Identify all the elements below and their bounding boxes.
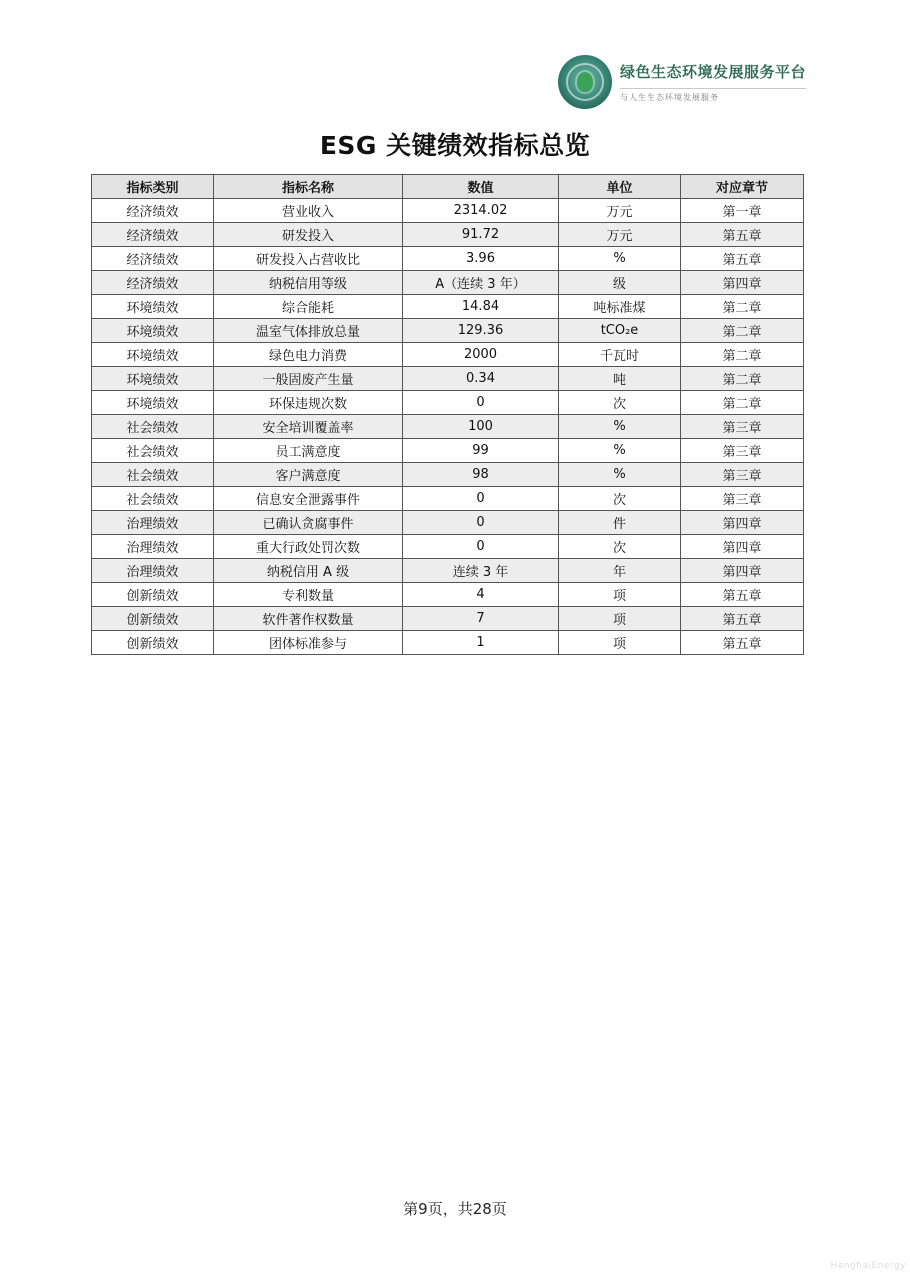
cell-chapter: 第五章 (681, 223, 804, 247)
cell-value: 91.72 (403, 223, 559, 247)
table-row (92, 463, 804, 487)
cell-value: 3.96 (403, 247, 559, 271)
cell-indicator: 研发投入 (214, 223, 403, 247)
cell-indicator: 专利数量 (214, 583, 403, 607)
cell-unit: 万元 (559, 223, 681, 247)
table-row (92, 391, 804, 415)
cell-indicator: 重大行政处罚次数 (214, 535, 403, 559)
table-row (92, 631, 804, 655)
cell-value: 0.34 (403, 367, 559, 391)
cell-chapter: 第二章 (681, 319, 804, 343)
logo-subtitle: 与人生生态环境发展服务 (620, 88, 806, 103)
cell-value: 7 (403, 607, 559, 631)
cell-category: 创新绩效 (92, 583, 214, 607)
table-row (92, 223, 804, 247)
logo-seal-icon (558, 55, 612, 109)
cell-indicator: 软件著作权数量 (214, 607, 403, 631)
cell-indicator: 团体标准参与 (214, 631, 403, 655)
cell-indicator: 营业收入 (214, 199, 403, 223)
cell-value: 0 (403, 391, 559, 415)
table-row (92, 607, 804, 631)
cell-indicator: 纳税信用 A 级 (214, 559, 403, 583)
cell-chapter: 第五章 (681, 583, 804, 607)
cell-category: 经济绩效 (92, 271, 214, 295)
cell-indicator: 客户满意度 (214, 463, 403, 487)
cell-indicator: 员工满意度 (214, 439, 403, 463)
table-row (92, 559, 804, 583)
cell-chapter: 第四章 (681, 511, 804, 535)
cell-unit: 千瓦时 (559, 343, 681, 367)
cell-indicator: 安全培训覆盖率 (214, 415, 403, 439)
table-row (92, 439, 804, 463)
cell-chapter: 第三章 (681, 439, 804, 463)
table-row (92, 343, 804, 367)
cell-indicator: 已确认贪腐事件 (214, 511, 403, 535)
cell-value: 2314.02 (403, 199, 559, 223)
cell-unit: 次 (559, 391, 681, 415)
cell-category: 社会绩效 (92, 487, 214, 511)
cell-category: 经济绩效 (92, 199, 214, 223)
table-row (92, 319, 804, 343)
cell-value: 1 (403, 631, 559, 655)
cell-chapter: 第四章 (681, 271, 804, 295)
cell-chapter: 第一章 (681, 199, 804, 223)
cell-indicator: 综合能耗 (214, 295, 403, 319)
cell-value: 0 (403, 535, 559, 559)
cell-category: 环境绩效 (92, 343, 214, 367)
cell-chapter: 第二章 (681, 367, 804, 391)
table-row (92, 415, 804, 439)
cell-unit: 项 (559, 607, 681, 631)
page-title: ESG 关键绩效指标总览 (319, 131, 591, 160)
watermark: HenghaiEnergy (830, 1261, 906, 1271)
cell-indicator: 温室气体排放总量 (214, 319, 403, 343)
cell-indicator: 纳税信用等级 (214, 271, 403, 295)
cell-unit: % (559, 439, 681, 463)
cell-value: 99 (403, 439, 559, 463)
cell-category: 创新绩效 (92, 607, 214, 631)
cell-unit: 项 (559, 583, 681, 607)
column-header-category: 指标类别 (92, 175, 214, 199)
cell-unit: 项 (559, 631, 681, 655)
table-row (92, 199, 804, 223)
cell-chapter: 第二章 (681, 295, 804, 319)
cell-unit: 件 (559, 511, 681, 535)
cell-chapter: 第三章 (681, 463, 804, 487)
cell-indicator: 研发投入占营收比 (214, 247, 403, 271)
cell-unit: 级 (559, 271, 681, 295)
cell-category: 社会绩效 (92, 463, 214, 487)
cell-value: 98 (403, 463, 559, 487)
cell-category: 环境绩效 (92, 367, 214, 391)
cell-category: 环境绩效 (92, 391, 214, 415)
table-header-row (92, 175, 804, 199)
cell-category: 治理绩效 (92, 511, 214, 535)
column-header-value: 数值 (403, 175, 559, 199)
table-row (92, 367, 804, 391)
header-logo (558, 54, 810, 110)
cell-value: A（连续 3 年） (403, 271, 559, 295)
cell-chapter: 第三章 (681, 487, 804, 511)
cell-category: 创新绩效 (92, 631, 214, 655)
table-row (92, 583, 804, 607)
cell-indicator: 环保违规次数 (214, 391, 403, 415)
cell-unit: % (559, 247, 681, 271)
table-row (92, 247, 804, 271)
cell-category: 治理绩效 (92, 535, 214, 559)
column-header-chapter: 对应章节 (681, 175, 804, 199)
table-row (92, 271, 804, 295)
cell-category: 经济绩效 (92, 247, 214, 271)
cell-chapter: 第五章 (681, 247, 804, 271)
cell-unit: 年 (559, 559, 681, 583)
cell-unit: % (559, 463, 681, 487)
cell-value: 129.36 (403, 319, 559, 343)
cell-chapter: 第二章 (681, 391, 804, 415)
logo-title: 绿色生态环境发展服务平台 (620, 63, 807, 81)
cell-chapter: 第四章 (681, 535, 804, 559)
cell-chapter: 第五章 (681, 631, 804, 655)
cell-chapter: 第二章 (681, 343, 804, 367)
column-header-unit: 单位 (559, 175, 681, 199)
table-row (92, 487, 804, 511)
cell-value: 0 (403, 511, 559, 535)
cell-chapter: 第四章 (681, 559, 804, 583)
kpi-table (91, 174, 804, 655)
cell-category: 治理绩效 (92, 559, 214, 583)
cell-value: 4 (403, 583, 559, 607)
cell-category: 社会绩效 (92, 415, 214, 439)
cell-chapter: 第三章 (681, 415, 804, 439)
cell-value: 0 (403, 487, 559, 511)
logo-text (620, 61, 806, 103)
cell-unit: 次 (559, 487, 681, 511)
page-number: 第9页，共28页 (403, 1200, 507, 1218)
cell-category: 环境绩效 (92, 319, 214, 343)
table-row (92, 295, 804, 319)
table-row (92, 535, 804, 559)
cell-category: 社会绩效 (92, 439, 214, 463)
cell-category: 经济绩效 (92, 223, 214, 247)
cell-unit: tCO₂e (559, 319, 681, 343)
cell-value: 14.84 (403, 295, 559, 319)
cell-unit: 万元 (559, 199, 681, 223)
cell-unit: 吨标准煤 (559, 295, 681, 319)
cell-unit: 吨 (559, 367, 681, 391)
cell-value: 连续 3 年 (403, 559, 559, 583)
cell-indicator: 一般固废产生量 (214, 367, 403, 391)
cell-unit: % (559, 415, 681, 439)
table-row (92, 511, 804, 535)
cell-indicator: 绿色电力消费 (214, 343, 403, 367)
cell-unit: 次 (559, 535, 681, 559)
cell-chapter: 第五章 (681, 607, 804, 631)
cell-value: 100 (403, 415, 559, 439)
cell-indicator: 信息安全泄露事件 (214, 487, 403, 511)
cell-category: 环境绩效 (92, 295, 214, 319)
table-body (92, 199, 804, 655)
column-header-indicator: 指标名称 (214, 175, 403, 199)
cell-value: 2000 (403, 343, 559, 367)
